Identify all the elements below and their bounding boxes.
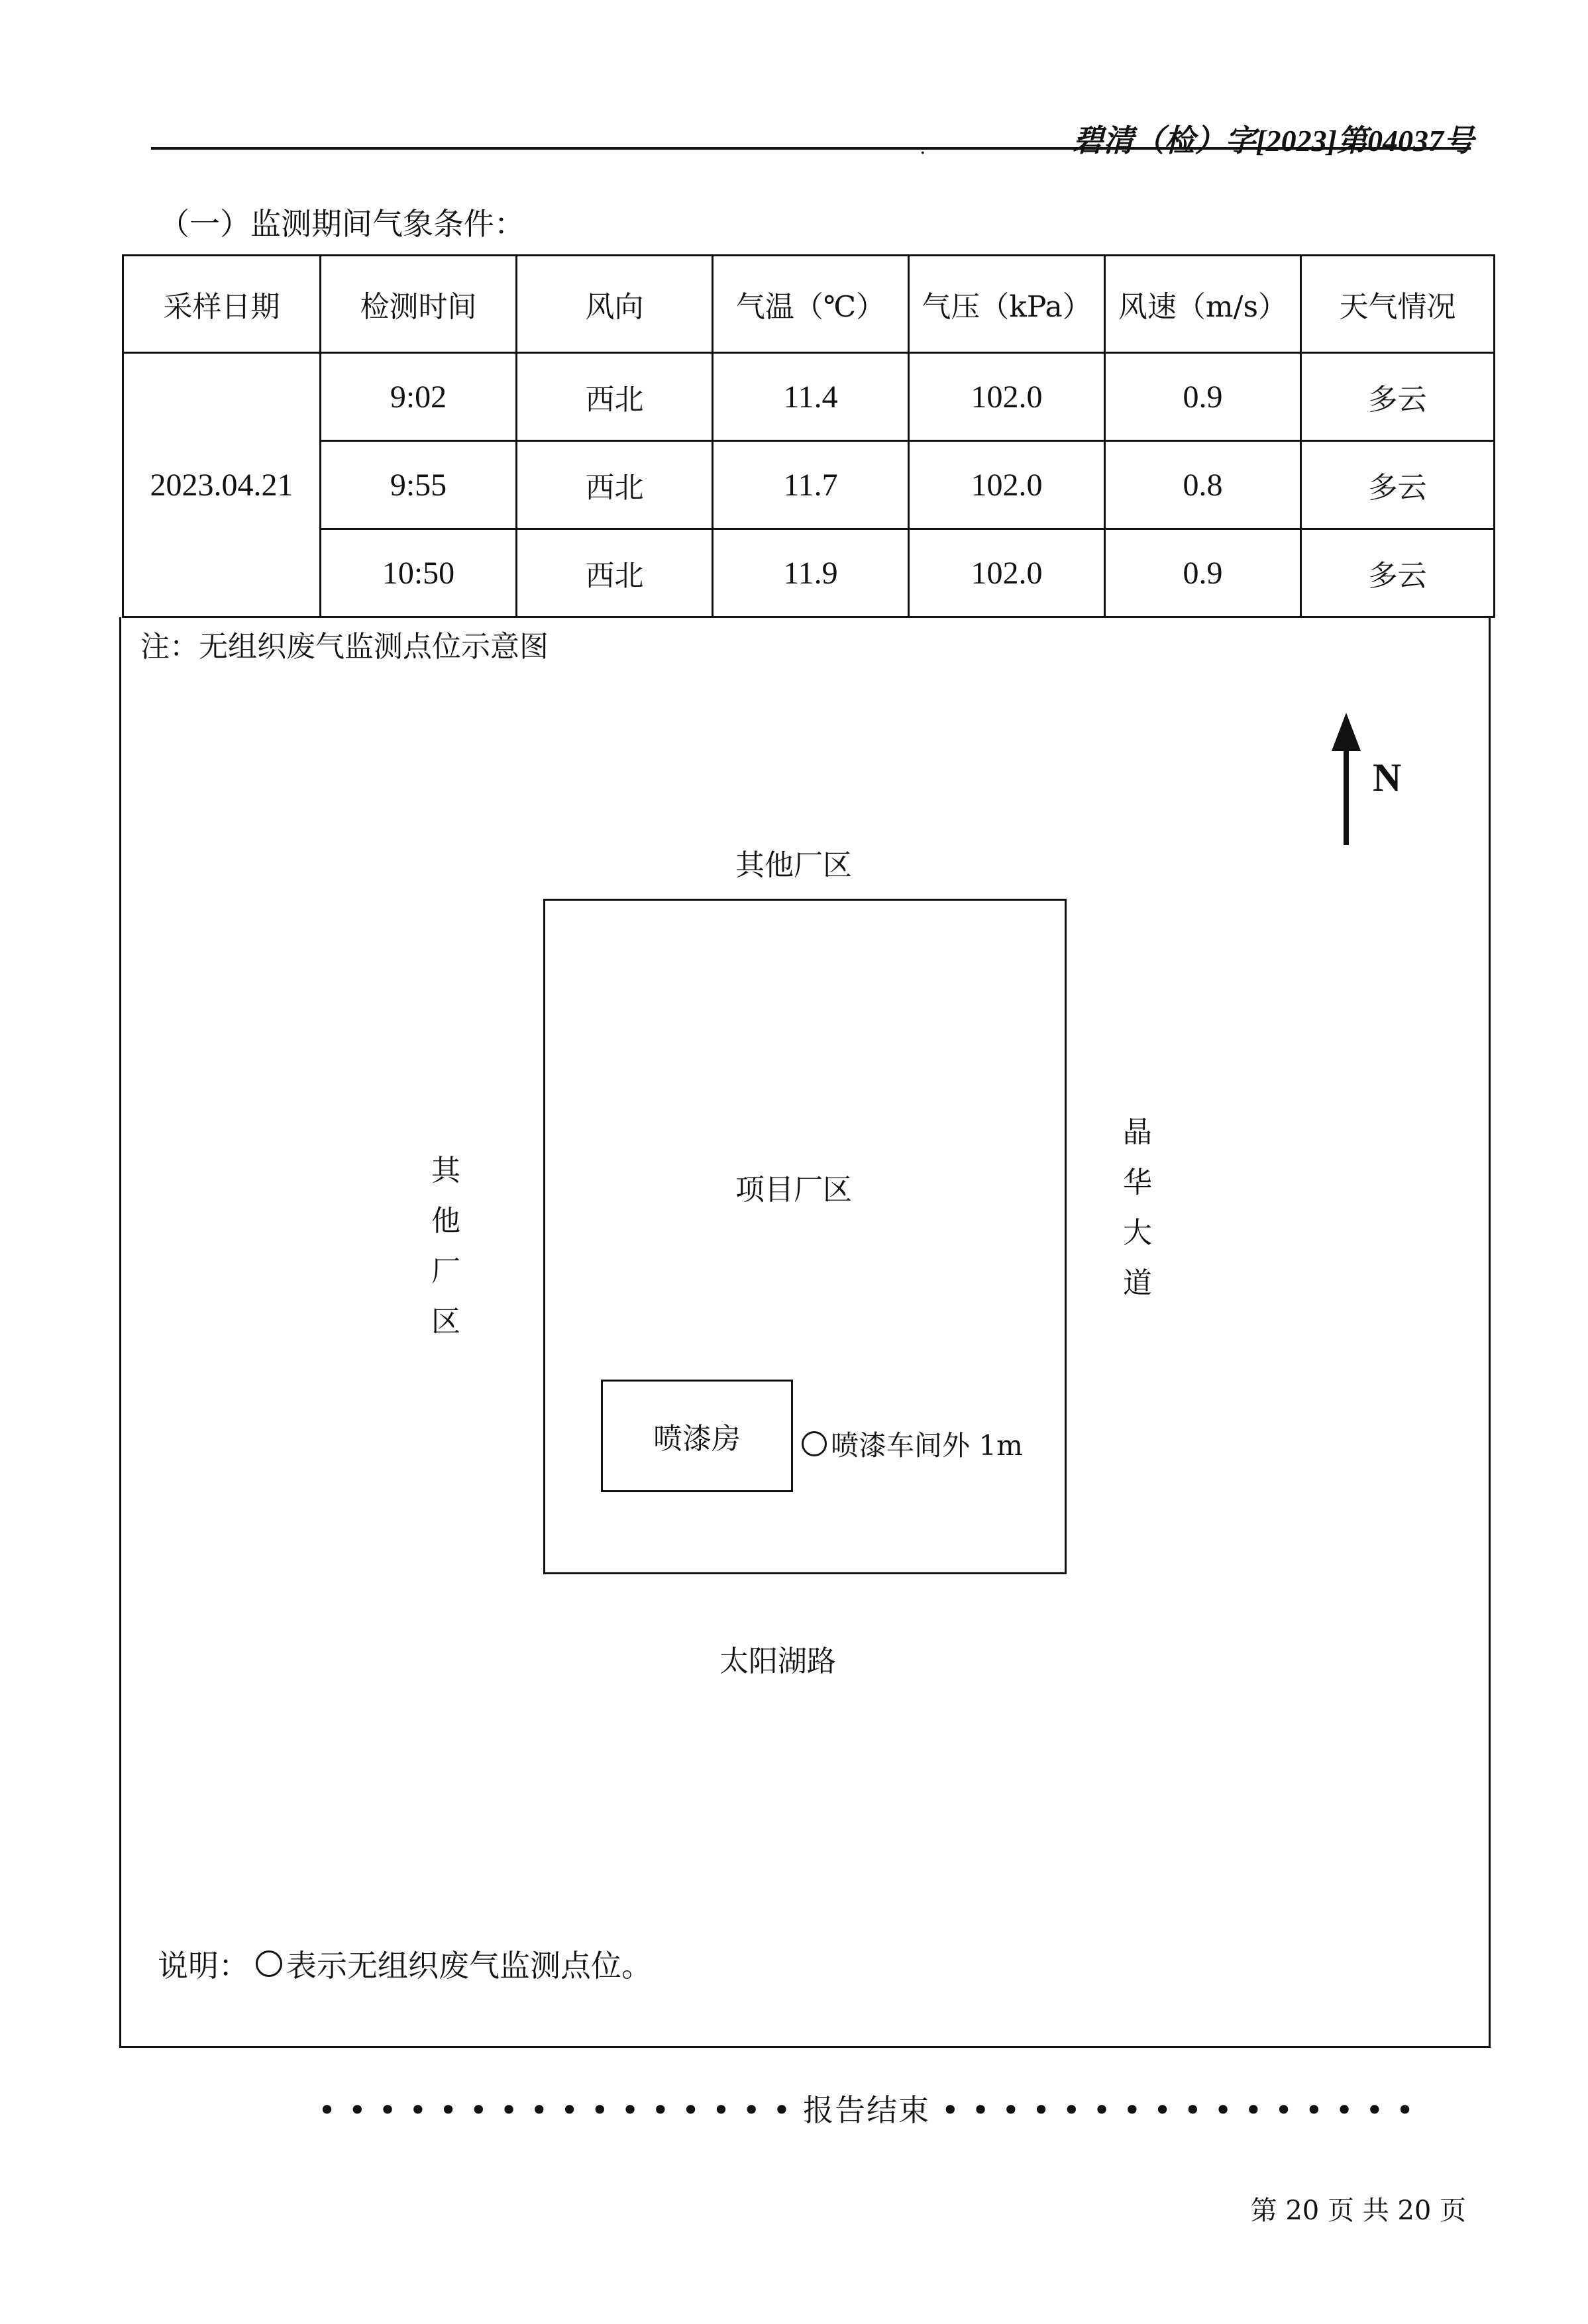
monitoring-point xyxy=(802,1424,1023,1464)
header-rule xyxy=(151,147,1471,150)
temperature-cell: 11.4 xyxy=(713,353,909,441)
time-cell: 9:02 xyxy=(321,353,517,441)
temperature-cell: 11.7 xyxy=(713,441,909,529)
weather-cell: 多云 xyxy=(1301,441,1495,529)
temperature-cell: 11.9 xyxy=(713,529,909,617)
wind-direction-cell: 西北 xyxy=(517,441,713,529)
header-weather: 天气情况 xyxy=(1301,256,1495,353)
header-dot: . xyxy=(920,136,926,159)
time-cell: 10:50 xyxy=(321,529,517,617)
header-wind-direction: 风向 xyxy=(517,256,713,353)
project-area-label: 项目厂区 xyxy=(735,1173,852,1207)
report-end-line: • • • • • • • • • • • • • • • • 报告结束 • • • • • • • • • • • • • • • • xyxy=(318,2092,1416,2128)
pressure-cell: 102.0 xyxy=(909,529,1105,617)
monitoring-point-label: 喷漆车间外 1m xyxy=(831,1429,1023,1462)
header-wind-speed: 风速（m/s） xyxy=(1105,256,1301,353)
header-pressure: 气压（kPa） xyxy=(909,256,1105,353)
sampling-date-cell: 2023.04.21 xyxy=(123,353,321,617)
table-row xyxy=(123,353,1495,441)
table-header-row xyxy=(123,256,1495,353)
south-road-label: 太阳湖路 xyxy=(719,1644,836,1678)
weather-conditions-table xyxy=(122,254,1495,618)
paint-room-label: 喷漆房 xyxy=(653,1422,741,1456)
wind-direction-cell: 西北 xyxy=(517,353,713,441)
wind-speed-cell: 0.8 xyxy=(1105,441,1301,529)
north-arrow-icon xyxy=(1326,709,1366,848)
north-neighbor-label: 其他厂区 xyxy=(735,848,852,882)
paint-room-box xyxy=(601,1380,793,1492)
west-neighbor-label: 其 他 厂 区 xyxy=(431,1154,460,1339)
legend-prefix: 说明： xyxy=(158,1948,249,1984)
weather-cell: 多云 xyxy=(1301,529,1495,617)
north-label: N xyxy=(1373,756,1402,799)
wind-speed-cell: 0.9 xyxy=(1105,353,1301,441)
header-test-time: 检测时间 xyxy=(321,256,517,353)
wind-direction-cell: 西北 xyxy=(517,529,713,617)
pressure-cell: 102.0 xyxy=(909,353,1105,441)
east-road-label: 晶 华 大 道 xyxy=(1123,1115,1152,1300)
time-cell: 9:55 xyxy=(321,441,517,529)
monitoring-point-circle-icon xyxy=(802,1431,827,1456)
wind-speed-cell: 0.9 xyxy=(1105,529,1301,617)
pressure-cell: 102.0 xyxy=(909,441,1105,529)
page-number: 第 20 页 共 20 页 xyxy=(1250,2196,1466,2226)
weather-cell: 多云 xyxy=(1301,353,1495,441)
table-row xyxy=(123,441,1495,529)
section-title: （一）监测期间气象条件： xyxy=(159,206,525,242)
legend-text: 表示无组织废气监测点位。 xyxy=(286,1948,652,1984)
diagram-legend xyxy=(158,1942,652,1986)
table-row xyxy=(123,529,1495,617)
header-sampling-date: 采样日期 xyxy=(123,256,321,353)
legend-circle-icon xyxy=(256,1950,282,1977)
report-reference-number: 碧清（检）字[2023]第04037号 xyxy=(1073,124,1474,158)
diagram-title: 注：无组织废气监测点位示意图 xyxy=(140,630,549,664)
header-temperature: 气温（℃） xyxy=(713,256,909,353)
